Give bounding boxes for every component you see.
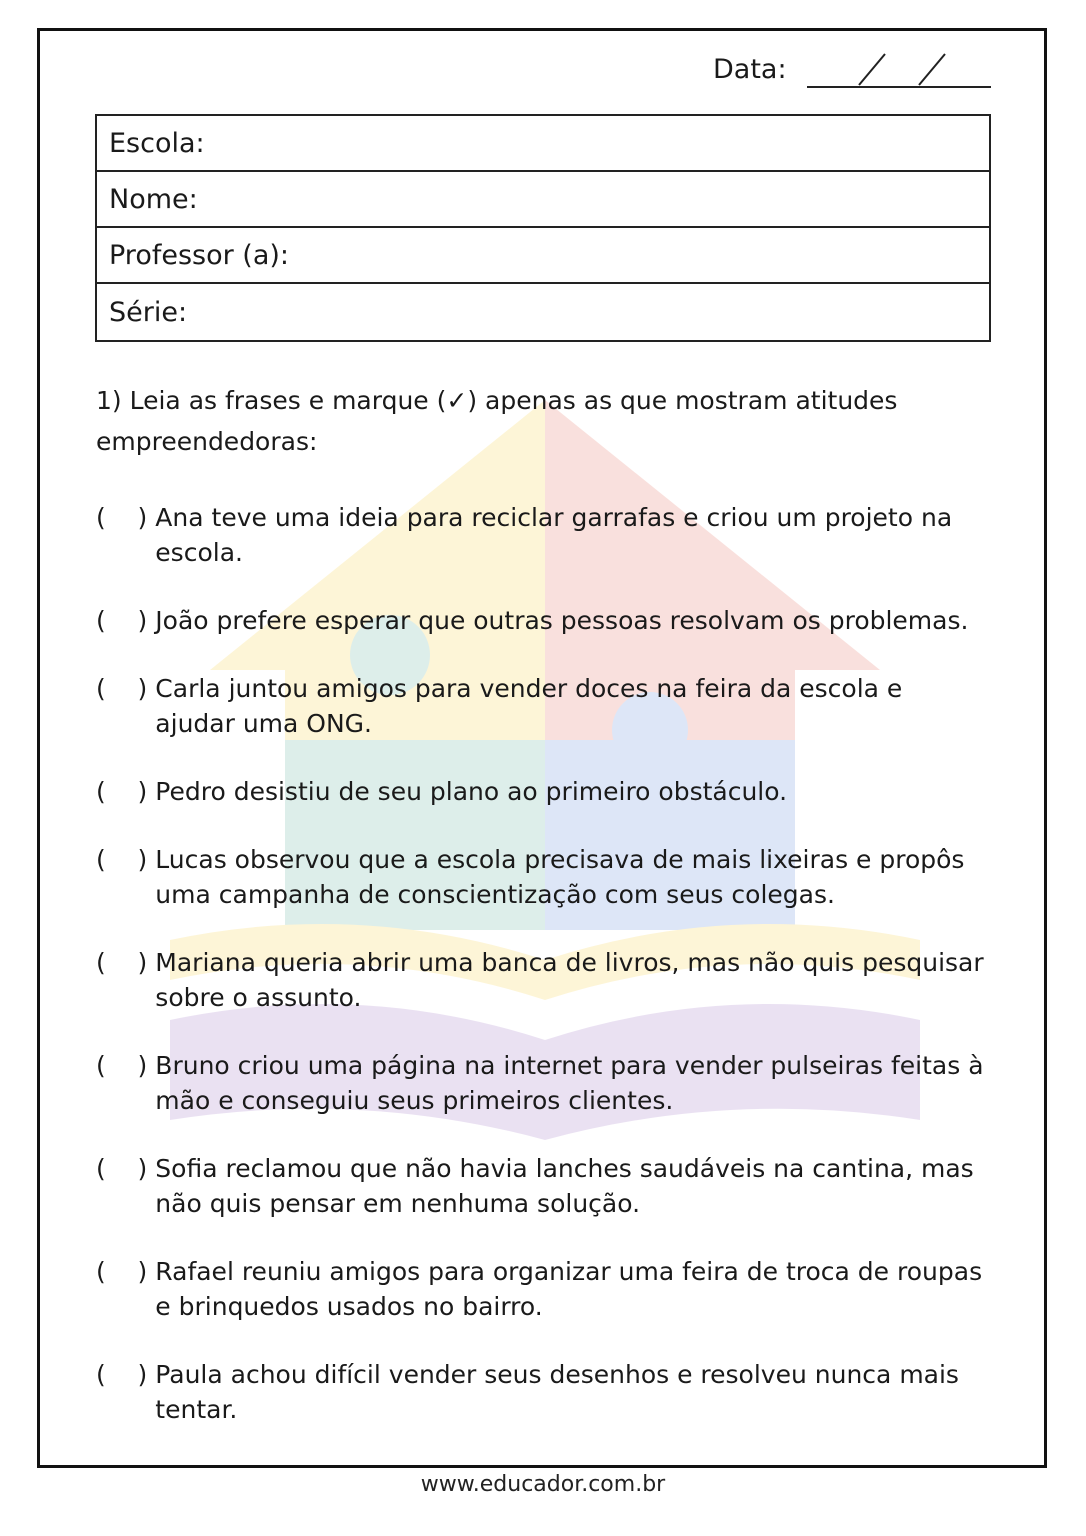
list-item (96, 1357, 986, 1427)
check-icon: ✓ (446, 386, 468, 415)
answer-checkbox[interactable]: ( ) (96, 1051, 148, 1080)
statement-list (96, 500, 986, 1427)
statement-text: Rafael reuniu amigos para organizar uma feira de troca de roupas e brinquedos usados no bairro. (155, 1257, 983, 1321)
footer-website[interactable]: www.educador.com.br (420, 1472, 666, 1497)
statement-text: Lucas observou que a escola precisava de mais lixeiras e propôs uma campanha de conscientização com seus colegas. (155, 845, 965, 909)
answer-checkbox[interactable]: ( ) (96, 845, 148, 874)
answer-checkbox[interactable]: ( ) (96, 503, 148, 532)
list-item (96, 774, 986, 809)
list-item (96, 1254, 986, 1324)
statement-text: Pedro desistiu de seu plano ao primeiro obstáculo. (155, 777, 788, 806)
question-suffix: ) apenas as que mostram atitudes empreendedoras: (96, 386, 898, 456)
grade-field[interactable] (97, 284, 989, 340)
answer-checkbox[interactable]: ( ) (96, 1154, 148, 1183)
statement-text: Bruno criou uma página na internet para vender pulseiras feitas à mão e conseguiu seus primeiros clientes. (155, 1051, 984, 1115)
grade-label: Série: (109, 296, 188, 328)
question-prefix: 1) Leia as frases e marque ( (96, 386, 447, 415)
statement-text: Mariana queria abrir uma banca de livros, mas não quis pesquisar sobre o assunto. (155, 948, 984, 1012)
name-label: Nome: (109, 183, 198, 215)
date-label: Data: (713, 54, 787, 85)
student-info-table (95, 114, 991, 342)
school-field[interactable] (97, 116, 989, 172)
statement-text: Sofia reclamou que não havia lanches saudáveis na cantina, mas não quis pensar em nenhuma solução. (155, 1154, 974, 1218)
answer-checkbox[interactable]: ( ) (96, 1360, 148, 1389)
date-field (713, 52, 993, 92)
list-item (96, 1048, 986, 1118)
teacher-field[interactable] (97, 228, 989, 284)
list-item (96, 500, 986, 570)
date-blank-line (807, 52, 991, 90)
statement-text: Carla juntou amigos para vender doces na feira da escola e ajudar uma ONG. (155, 674, 903, 738)
teacher-label: Professor (a): (109, 239, 289, 271)
list-item (96, 671, 986, 741)
list-item (96, 842, 986, 912)
answer-checkbox[interactable]: ( ) (96, 777, 148, 806)
list-item (96, 603, 986, 638)
statement-text: Paula achou difícil vender seus desenhos e resolveu nunca mais tentar. (155, 1360, 959, 1424)
answer-checkbox[interactable]: ( ) (96, 674, 148, 703)
answer-checkbox[interactable]: ( ) (96, 606, 148, 635)
name-field[interactable] (97, 172, 989, 228)
school-label: Escola: (109, 127, 205, 159)
question-prompt (96, 380, 976, 462)
list-item (96, 1151, 986, 1221)
statement-text: João prefere esperar que outras pessoas resolvam os problemas. (155, 606, 969, 635)
answer-checkbox[interactable]: ( ) (96, 948, 148, 977)
answer-checkbox[interactable]: ( ) (96, 1257, 148, 1286)
statement-text: Ana teve uma ideia para reciclar garrafas e criou um projeto na escola. (155, 503, 953, 567)
list-item (96, 945, 986, 1015)
